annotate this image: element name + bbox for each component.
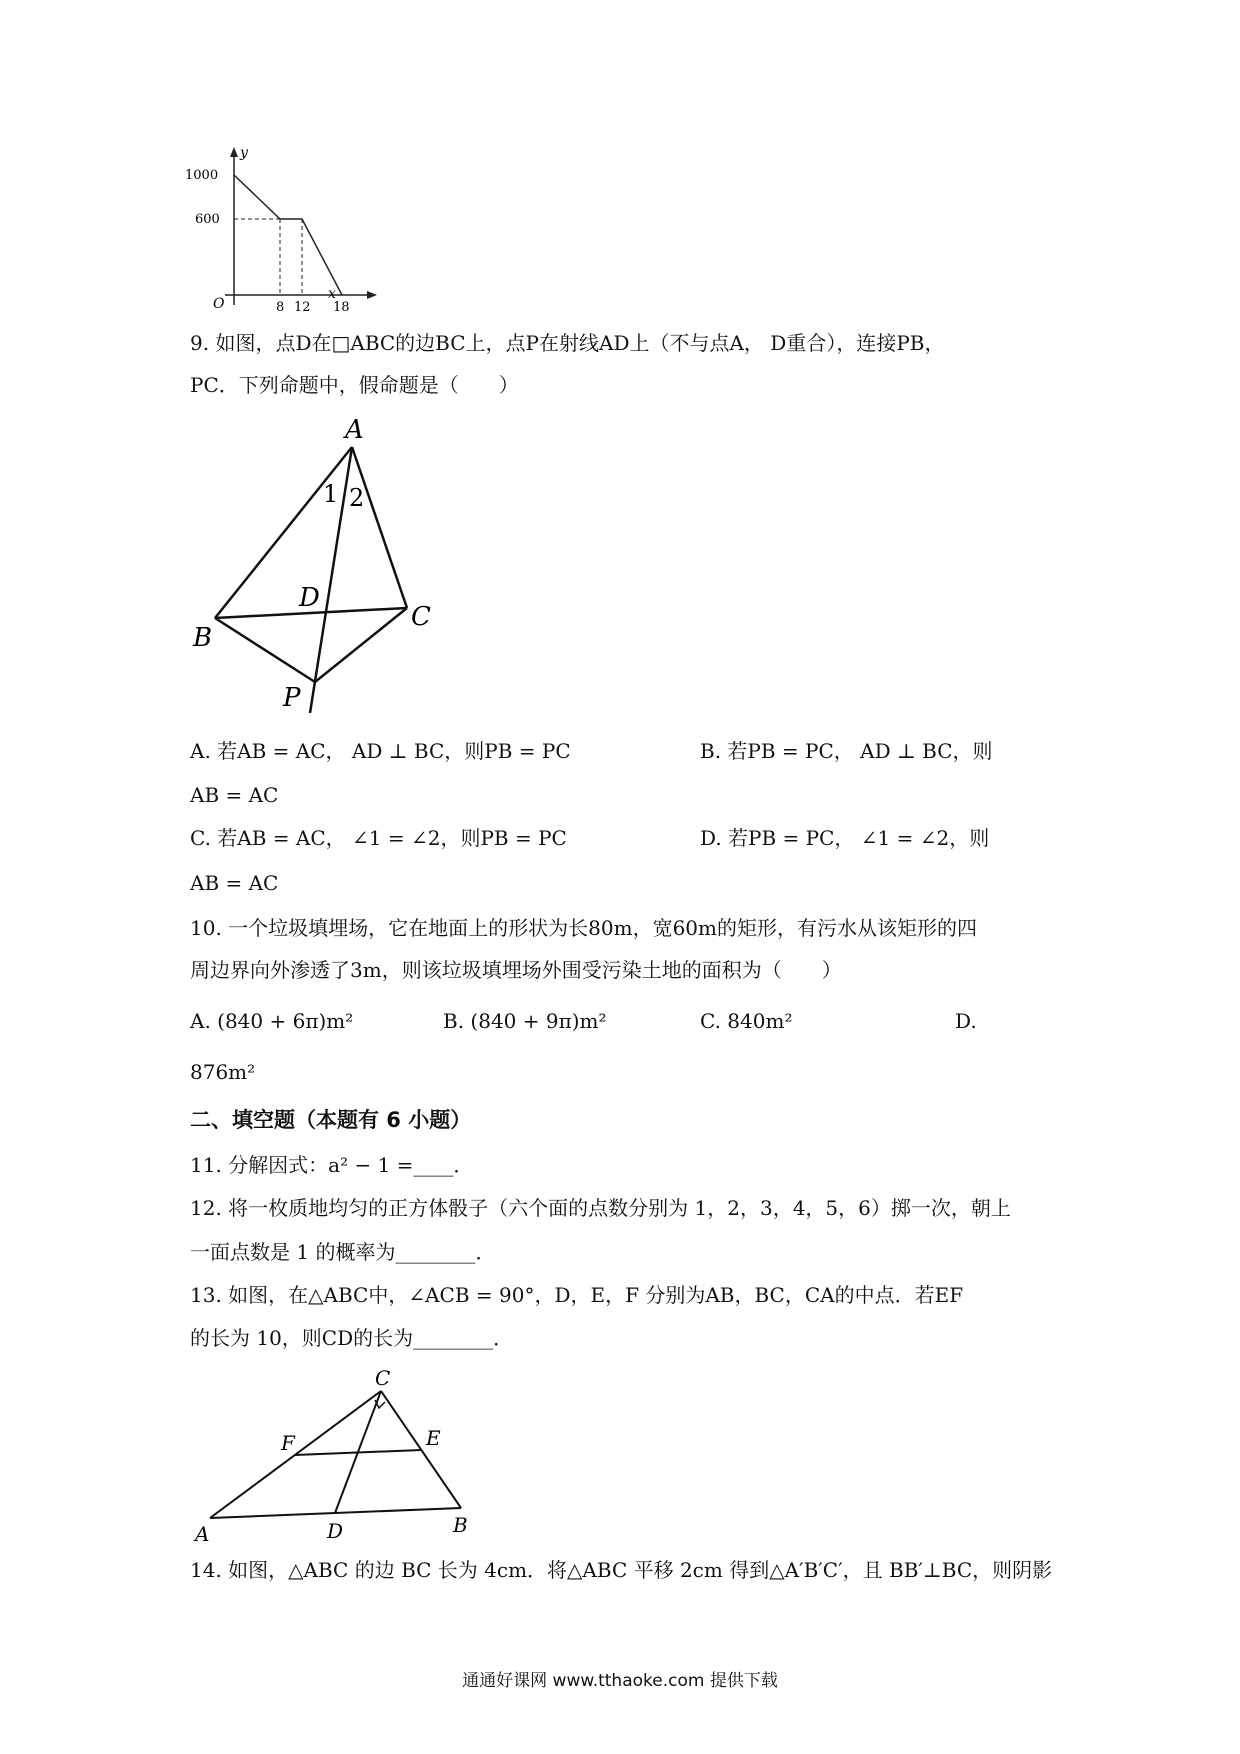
- line-graph-figure: [185, 145, 385, 315]
- q14: 14. 如图，△ABC 的边 BC 长为 4cm．将△ABC 平移 2cm 得到△A′B′C′，且 BB′⊥BC，则阴影: [190, 1558, 1053, 1582]
- x-tick-18: 18: [333, 300, 350, 315]
- q10-option-b: B. (840 + 9π)m²: [443, 1009, 607, 1033]
- q10-line1: 10. 一个垃圾填埋场，它在地面上的形状为长80m，宽60m的矩形，有污水从该矩形的四: [190, 916, 977, 940]
- angle-2-label: 2: [349, 484, 365, 512]
- q13-triangle-figure: [185, 1368, 485, 1548]
- y-tick-600: 600: [195, 212, 220, 227]
- y-axis-arrow-icon: [230, 147, 238, 157]
- q9-option-b: B. 若PB = PC， AD ⊥ BC，则: [700, 739, 993, 763]
- label-A: A: [195, 1522, 210, 1546]
- q9-triangle-figure: [185, 410, 445, 728]
- label-C: C: [375, 1368, 391, 1390]
- x-axis-arrow-icon: [367, 291, 377, 299]
- label-E: E: [426, 1426, 441, 1450]
- label-D: D: [327, 1519, 344, 1543]
- graph-line: [234, 175, 342, 295]
- page-footer: 通通好课网 www.tthaoke.com 提供下载: [462, 1671, 778, 1691]
- section-2-title: 二、填空题（本题有 6 小题）: [190, 1108, 472, 1132]
- y-axis-label: y: [240, 145, 248, 161]
- label-P: P: [283, 683, 301, 713]
- angle-1-label: 1: [323, 480, 339, 508]
- q9-option-d-cont: AB = AC: [190, 871, 279, 895]
- label-B: B: [193, 623, 213, 653]
- q10-option-a: A. (840 + 6π)m²: [190, 1009, 354, 1033]
- origin-label: O: [213, 296, 225, 312]
- label-B: B: [453, 1513, 468, 1537]
- q9-line1: 9. 如图，点D在□ABC的边BC上，点P在射线AD上（不与点A， D重合），连接PB，: [190, 331, 945, 355]
- label-C: C: [411, 602, 431, 632]
- label-D: D: [299, 583, 320, 613]
- q10-option-d: D.: [955, 1009, 977, 1033]
- x-axis-label: x: [328, 286, 336, 302]
- q12-line1: 12. 将一枚质地均匀的正方体骰子（六个面的点数分别为 1，2，3，4，5，6）掷一次，朝上: [190, 1196, 1011, 1220]
- q9-option-a: A. 若AB = AC， AD ⊥ BC，则PB = PC: [190, 739, 571, 763]
- y-tick-1000: 1000: [185, 168, 219, 183]
- q9-option-c: C. 若AB = AC， ∠1 = ∠2，则PB = PC: [190, 826, 567, 850]
- label-F: F: [281, 1431, 295, 1455]
- q12-line2: 一面点数是 1 的概率为________．: [190, 1240, 496, 1264]
- q10-option-c: C. 840m²: [700, 1009, 793, 1033]
- x-tick-8: 8: [276, 300, 285, 315]
- q9-option-d: D. 若PB = PC， ∠1 = ∠2，则: [700, 826, 990, 850]
- q13-line2: 的长为 10，则CD的长为________．: [190, 1326, 514, 1350]
- q9-line2: PC．下列命题中，假命题是（ ）: [190, 373, 519, 397]
- q9-option-b-cont: AB = AC: [190, 783, 279, 807]
- x-tick-12: 12: [294, 300, 311, 315]
- label-A: A: [345, 415, 364, 445]
- q13-line1: 13. 如图，在△ABC中，∠ACB = 90°，D，E，F 分别为AB，BC，CA的中点．若EF: [190, 1283, 964, 1307]
- q10-line2: 周边界向外渗透了3m，则该垃圾填埋场外围受污染土地的面积为（ ）: [190, 958, 842, 982]
- q11: 11. 分解因式：a² − 1 =____．: [190, 1153, 474, 1177]
- q10-option-d-cont: 876m²: [190, 1060, 256, 1084]
